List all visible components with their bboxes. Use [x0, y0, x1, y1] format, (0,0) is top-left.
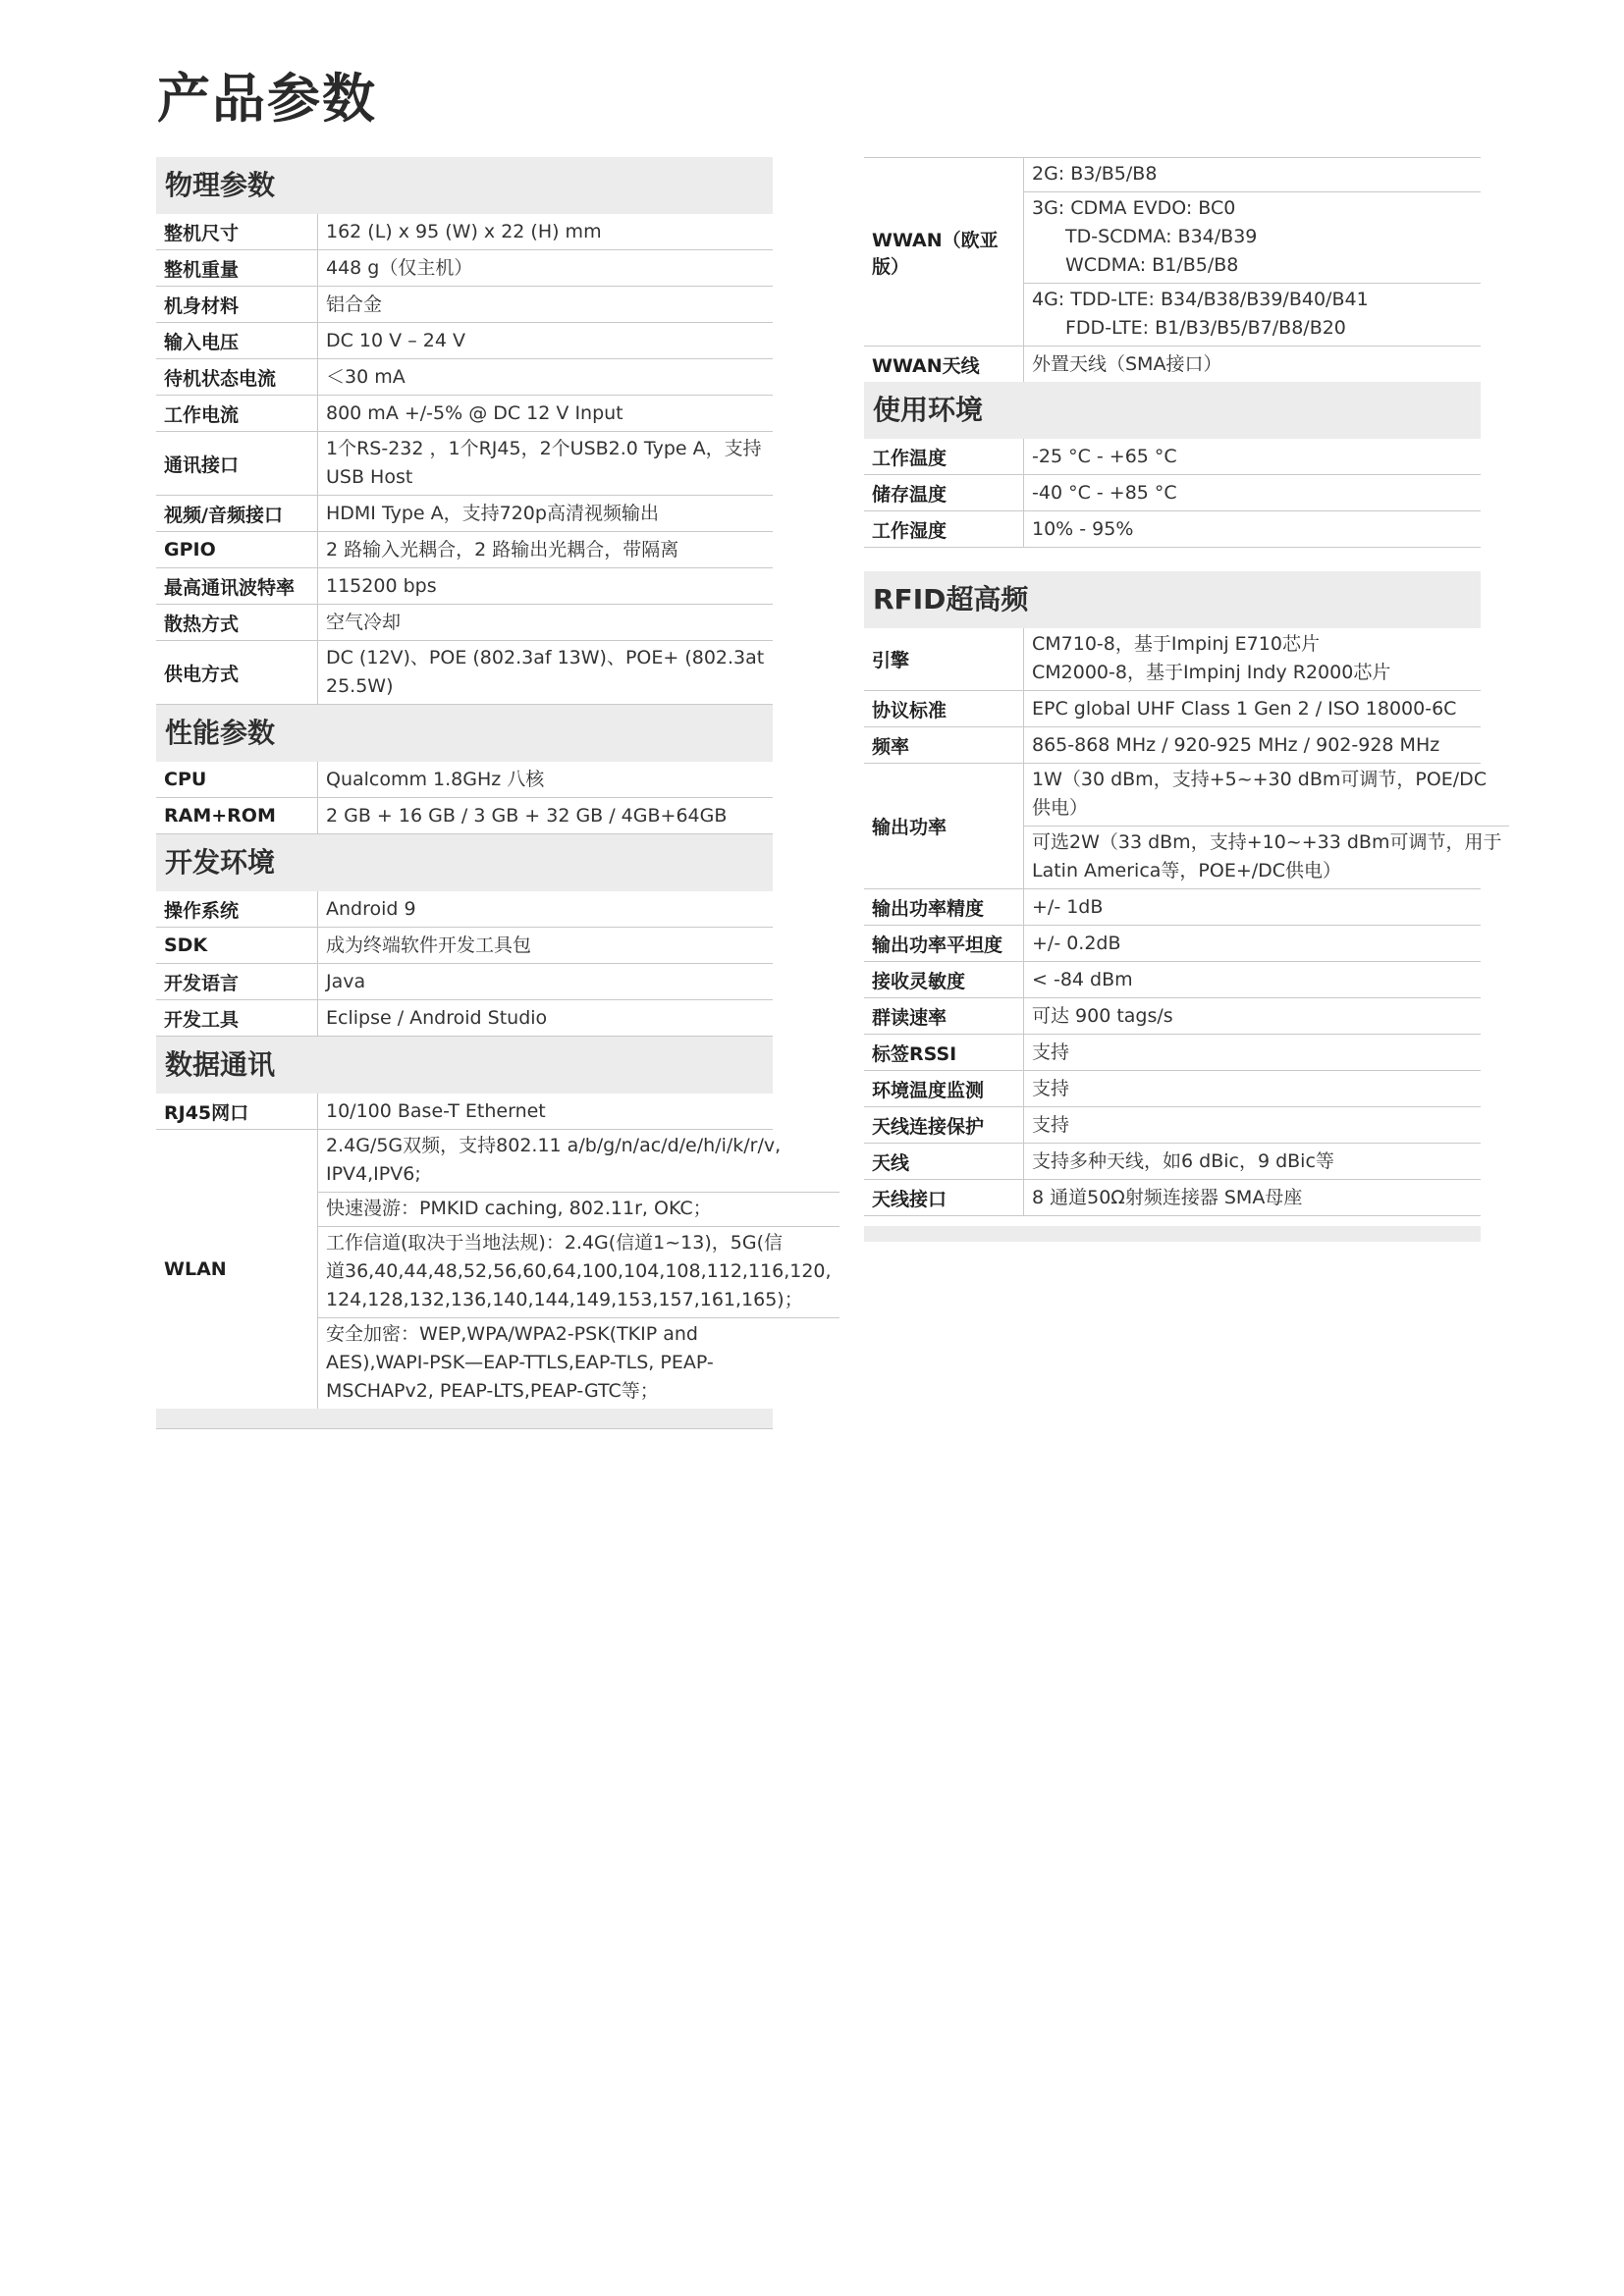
row-label: 接收灵敏度: [872, 970, 966, 992]
section-datacomm-title: 数据通讯: [156, 1037, 773, 1094]
value-line: USB Host: [326, 466, 413, 488]
row-value: 成为终端软件开发工具包: [317, 928, 773, 963]
engine-line: CM710-8，基于Impinj E710芯片: [1032, 633, 1320, 655]
value-cell: [1024, 192, 1481, 284]
row-value: 800 mA +/-5% @ DC 12 V Input: [317, 396, 773, 431]
row-label: 机身材料: [164, 294, 240, 317]
row-label: 天线连接保护: [872, 1115, 985, 1138]
row-label: 待机状态电流: [164, 367, 277, 390]
row-label: 标签RSSI: [872, 1042, 957, 1065]
row-label: 整机尺寸: [164, 222, 240, 244]
row-label: 储存温度: [872, 483, 947, 506]
value-line: DC (12V)、POE (802.3af 13W)、POE+ (802.3at: [326, 647, 765, 668]
value-line: 2.4G/5G双频，支持802.11 a/b/g/n/ac/d/e/h/i/k/r/v,: [326, 1135, 782, 1156]
row-label: 协议标准: [872, 699, 947, 721]
value-line: 124,128,132,136,140,144,149,153,157,161,165)；: [326, 1289, 803, 1310]
row-label: 最高通讯波特率: [164, 576, 296, 599]
value-cell: [1024, 827, 1509, 888]
table-row: [156, 641, 773, 705]
table-row: [864, 889, 1481, 926]
value-line: WCDMA: B1/B5/B8: [1065, 254, 1239, 276]
row-value: Qualcomm 1.8GHz 八核: [317, 762, 773, 797]
row-label: 引擎: [872, 650, 910, 671]
value-line: 可选2W（33 dBm，支持+10~+33 dBm可调节，用于: [1032, 831, 1502, 853]
performance-table: [156, 762, 773, 834]
value-cell: [318, 1130, 839, 1193]
table-row: [864, 511, 1481, 548]
row-label: 天线接口: [872, 1188, 947, 1210]
value-cell: [318, 1193, 839, 1227]
physical-table: [156, 214, 773, 705]
environment-table: [864, 439, 1481, 548]
table-row: [864, 926, 1481, 962]
section-rfid-title: RFID超高频: [864, 571, 1481, 628]
row-label: 操作系统: [164, 899, 240, 922]
right-column: [864, 157, 1502, 1242]
power-values: [1023, 764, 1509, 888]
section-devenv-title: 开发环境: [156, 834, 773, 891]
table-row: [156, 396, 773, 432]
row-value: [317, 432, 773, 495]
row-label: 输出功率: [872, 817, 947, 838]
section-physical-title: 物理参数: [156, 157, 773, 214]
row-value: 162 (L) x 95 (W) x 22 (H) mm: [317, 214, 773, 249]
row-label: RJ45网口: [164, 1101, 249, 1124]
table-row: [156, 287, 773, 323]
row-value: 10/100 Base-T Ethernet: [317, 1094, 773, 1129]
value-line: 4G: TDD-LTE: B34/B38/B39/B40/B41: [1032, 289, 1369, 310]
row-label: 供电方式: [164, 663, 240, 685]
row-value: 可达 900 tags/s: [1023, 998, 1481, 1034]
row-value: Android 9: [317, 891, 773, 927]
table-row: [864, 628, 1481, 691]
table-row: [156, 928, 773, 964]
row-value: 448 g（仅主机）: [317, 250, 773, 286]
row-value: DC 10 V – 24 V: [317, 323, 773, 358]
row-value: 2 路输入光耦合，2 路输出光耦合，带隔离: [317, 532, 773, 567]
row-label: GPIO: [164, 539, 216, 561]
row-label: WLAN: [164, 1258, 227, 1280]
row-value: < -84 dBm: [1023, 962, 1481, 997]
row-label: 天线: [872, 1151, 910, 1174]
row-label: 工作电流: [164, 403, 240, 426]
row-label: WWAN天线: [872, 354, 980, 377]
table-row: [156, 496, 773, 532]
table-row: [156, 605, 773, 641]
row-value: 支持多种天线，如6 dBic，9 dBic等: [1023, 1144, 1481, 1179]
value-cell: [318, 1318, 839, 1409]
row-value: 空气冷却: [317, 605, 773, 640]
row-label: RAM+ROM: [164, 805, 276, 827]
row-value: ＜30 mA: [317, 359, 773, 395]
row-value: 2 GB + 16 GB / 3 GB + 32 GB / 4GB+64GB: [317, 798, 773, 833]
wwan-label-line: 版）: [872, 255, 910, 278]
value-cell: [318, 1227, 839, 1318]
table-row: [864, 1071, 1481, 1107]
row-label: 视频/音频接口: [164, 504, 283, 526]
table-row-wlan: [156, 1130, 832, 1409]
table-row: [864, 962, 1481, 998]
row-value: 115200 bps: [317, 568, 773, 604]
wlan-values: [317, 1130, 839, 1409]
row-value: -40 °C - +85 °C: [1023, 475, 1481, 510]
page-title: 产品参数: [157, 68, 377, 130]
value-line: 2G: B3/B5/B8: [1032, 163, 1158, 185]
row-label: 工作温度: [872, 447, 947, 469]
table-row: [156, 323, 773, 359]
table-row: [156, 214, 773, 250]
table-row: [864, 347, 1481, 382]
row-label: SDK: [164, 934, 208, 956]
section-environment-title: 使用环境: [864, 382, 1481, 439]
table-row: [156, 762, 773, 798]
row-value: Eclipse / Android Studio: [317, 1000, 773, 1036]
value-line: 安全加密：WEP,WPA/WPA2-PSK(TKIP and: [326, 1323, 698, 1345]
value-line: 1W（30 dBm，支持+5~+30 dBm可调节，POE/DC: [1032, 769, 1488, 790]
value-line: IPV4,IPV6;: [326, 1163, 421, 1185]
table-row: [156, 964, 773, 1000]
value-cell: [1024, 764, 1509, 827]
section-performance-title: 性能参数: [156, 705, 773, 762]
table-row: [864, 475, 1481, 511]
value-line: AES),WAPI-PSK—EAP-TTLS,EAP-TLS, PEAP-: [326, 1352, 714, 1373]
value-line: 1个RS-232 ，1个RJ45，2个USB2.0 Type A，支持: [326, 438, 762, 459]
value-line: 供电）: [1032, 797, 1089, 819]
value-line: 道36,40,44,48,52,56,60,64,100,104,108,112,116,120,: [326, 1260, 832, 1282]
value-line: 3G: CDMA EVDO: BC0: [1032, 197, 1236, 219]
row-label: 输出功率精度: [872, 897, 985, 920]
table-end-bar: [156, 1409, 773, 1429]
row-value: 10% - 95%: [1023, 511, 1481, 547]
wwan-label-line: WWAN（欧亚: [872, 229, 999, 251]
table-row: [156, 568, 773, 605]
rfid-table: [864, 628, 1502, 1216]
row-value: [1023, 628, 1481, 690]
value-line: TD-SCDMA: B34/B39: [1065, 226, 1258, 247]
row-label: 工作湿度: [872, 519, 947, 542]
row-label: 群读速率: [872, 1006, 947, 1029]
row-value: 支持: [1023, 1071, 1481, 1106]
row-value: 865-868 MHz / 920-925 MHz / 902-928 MHz: [1023, 727, 1481, 763]
value-line: 25.5W): [326, 675, 394, 697]
table-row: [156, 1000, 773, 1037]
table-end-bar: [864, 1226, 1481, 1242]
row-value: 铝合金: [317, 287, 773, 322]
row-value: +/- 0.2dB: [1023, 926, 1481, 961]
row-label: 整机重量: [164, 258, 240, 281]
table-row-power: [864, 764, 1502, 889]
value-cell: [1024, 158, 1481, 192]
row-value: +/- 1dB: [1023, 889, 1481, 925]
value-line: MSCHAPv2, PEAP-LTS,PEAP-GTC等；: [326, 1380, 659, 1402]
value-cell: [1024, 284, 1481, 346]
row-value: 外置天线（SMA接口）: [1023, 347, 1481, 382]
value-line: 快速漫游：PMKID caching, 802.11r, OKC；: [326, 1198, 712, 1219]
row-label: 频率: [872, 735, 910, 758]
value-line: FDD-LTE: B1/B3/B5/B7/B8/B20: [1065, 317, 1346, 339]
row-label: 环境温度监测: [872, 1079, 985, 1101]
left-column: [156, 157, 832, 1429]
row-value: 8 通道50Ω射频连接器 SMA母座: [1023, 1180, 1481, 1215]
table-row: [156, 359, 773, 396]
table-row: [156, 432, 773, 496]
row-label: 散热方式: [164, 613, 240, 635]
wwan-values: [1023, 158, 1481, 346]
engine-line: CM2000-8，基于Impinj Indy R2000芯片: [1032, 662, 1391, 683]
table-row: [864, 1180, 1481, 1216]
row-value: [317, 641, 773, 704]
table-row: [156, 250, 773, 287]
table-row: [864, 998, 1481, 1035]
row-label: [864, 158, 1023, 346]
row-value: HDMI Type A，支持720p高清视频输出: [317, 496, 773, 531]
row-label: 输出功率平坦度: [872, 934, 1003, 956]
datacomm-table: [156, 1094, 832, 1409]
table-row: [864, 1107, 1481, 1144]
devenv-table: [156, 891, 773, 1037]
table-row: [864, 439, 1481, 475]
table-row: [156, 532, 773, 568]
value-line: 工作信道(取决于当地法规)：2.4G(信道1~13)，5G(信: [326, 1232, 783, 1254]
table-row: [156, 798, 773, 834]
row-label: 输入电压: [164, 331, 240, 353]
row-label: 开发语言: [164, 972, 240, 994]
table-row: [156, 891, 773, 928]
row-value: 支持: [1023, 1107, 1481, 1143]
row-value: -25 °C - +65 °C: [1023, 439, 1481, 474]
row-value: EPC global UHF Class 1 Gen 2 / ISO 18000-6C: [1023, 691, 1481, 726]
table-row: [864, 691, 1481, 727]
table-row: [864, 1035, 1481, 1071]
table-row: [864, 1144, 1481, 1180]
row-value: Java: [317, 964, 773, 999]
table-row-wwan: [864, 158, 1481, 347]
row-label: 开发工具: [164, 1008, 240, 1031]
value-line: Latin America等，POE+/DC供电）: [1032, 860, 1342, 881]
row-value: 支持: [1023, 1035, 1481, 1070]
row-label: CPU: [164, 769, 207, 790]
table-row: [156, 1094, 773, 1130]
row-label: 通讯接口: [164, 454, 240, 476]
table-row: [864, 727, 1481, 764]
